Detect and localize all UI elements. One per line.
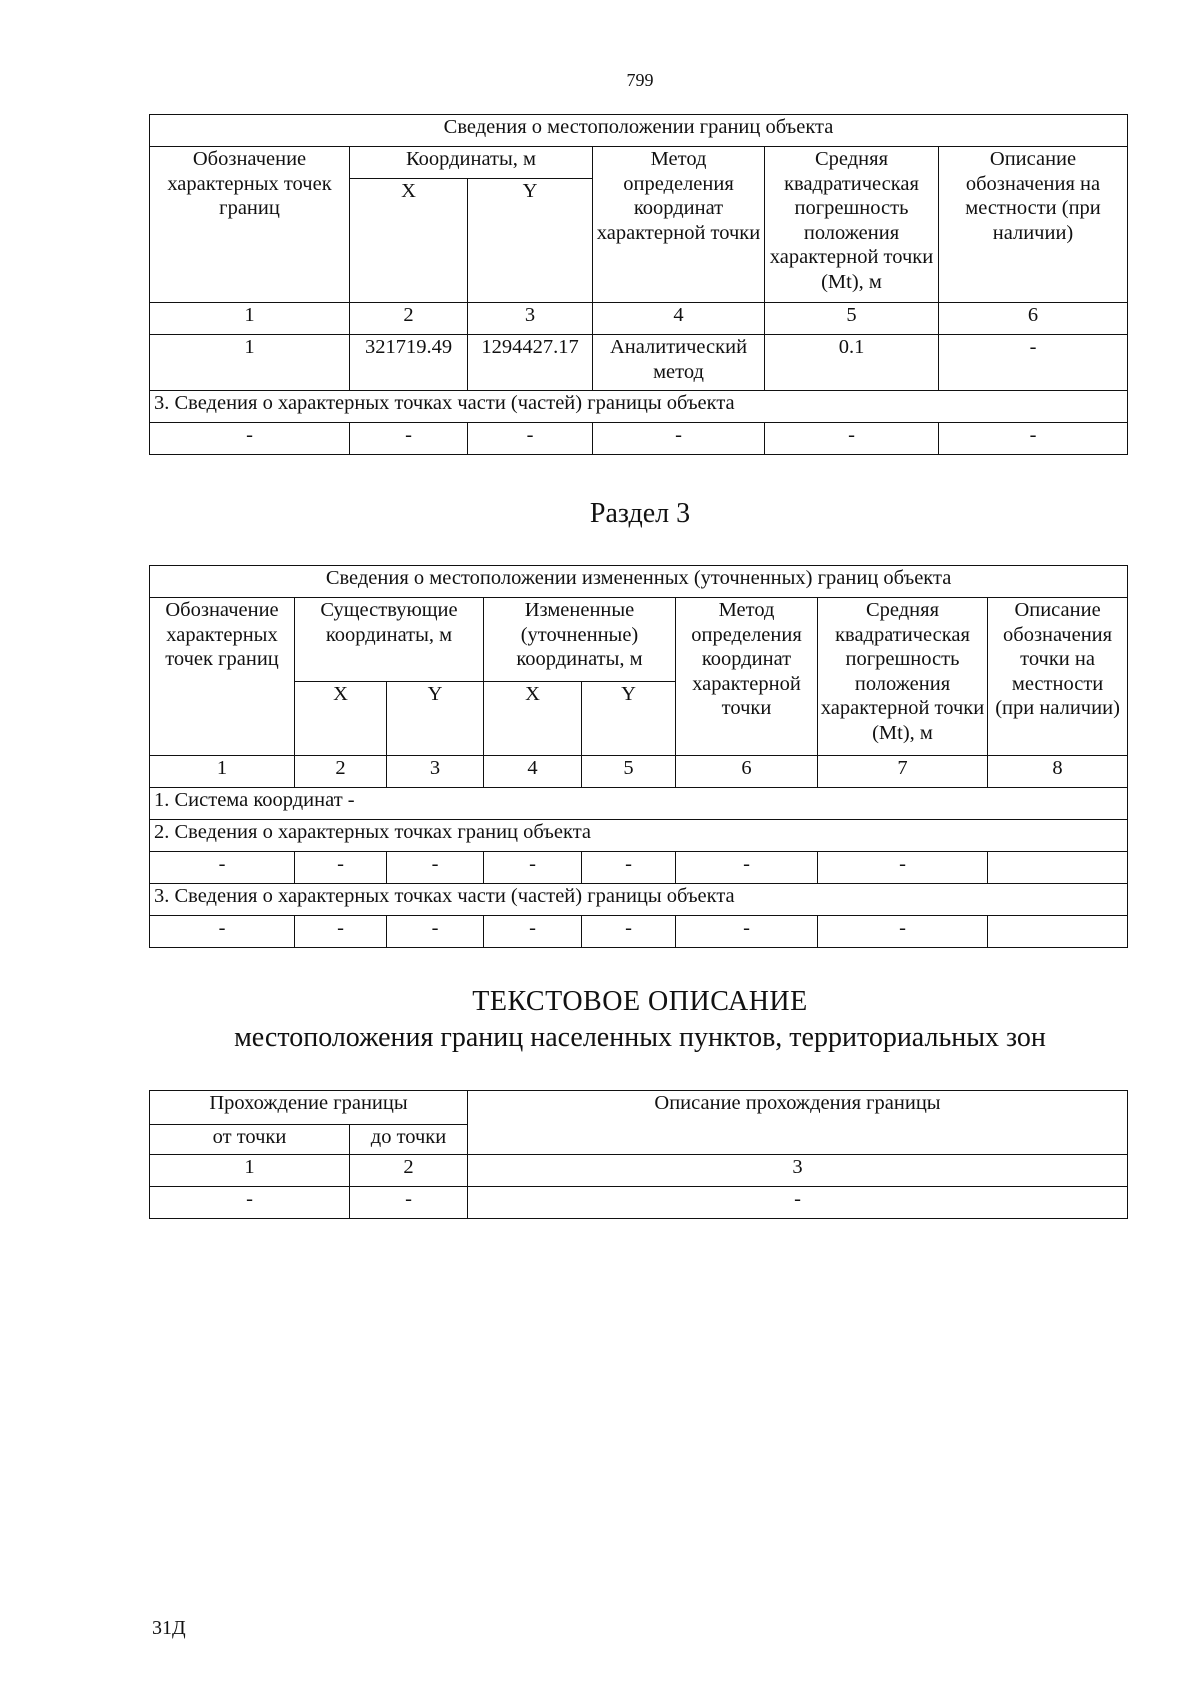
empty-cell: - bbox=[350, 423, 468, 455]
empty-cell: - bbox=[468, 1187, 1128, 1219]
empty-cell: - bbox=[939, 423, 1128, 455]
empty-cell: - bbox=[582, 852, 676, 884]
empty-cell: - bbox=[676, 916, 818, 948]
header-existing-coordinates: Существующие координаты, м bbox=[295, 598, 484, 682]
empty-cell: - bbox=[150, 916, 295, 948]
header-x: X bbox=[295, 682, 387, 756]
table-row bbox=[150, 1187, 1128, 1219]
header-x: X bbox=[350, 179, 468, 303]
column-number: 3 bbox=[468, 1155, 1128, 1187]
column-number: 1 bbox=[150, 1155, 350, 1187]
empty-cell: - bbox=[818, 916, 988, 948]
column-number: 2 bbox=[350, 303, 468, 335]
empty-cell: - bbox=[818, 852, 988, 884]
boundary-passage-table bbox=[149, 1090, 1128, 1219]
empty-cell: - bbox=[593, 423, 765, 455]
column-number: 6 bbox=[939, 303, 1128, 335]
column-number: 7 bbox=[818, 756, 988, 788]
header-error: Средняя квадратическая погрешность положения характерной точки (Mt), м bbox=[818, 598, 988, 756]
empty-cell bbox=[988, 916, 1128, 948]
empty-cell: - bbox=[468, 423, 593, 455]
empty-cell: - bbox=[387, 916, 484, 948]
table-row bbox=[150, 852, 1128, 884]
section-2-label: 2. Сведения о характерных точках границ объекта bbox=[150, 820, 1128, 852]
header-y: Y bbox=[468, 179, 593, 303]
table-caption: Сведения о местоположении измененных (уточненных) границ объекта bbox=[150, 566, 1128, 598]
changed-boundary-table bbox=[149, 565, 1128, 948]
section-title: Раздел 3 bbox=[589, 498, 691, 529]
table-row bbox=[150, 916, 1128, 948]
table-row bbox=[150, 423, 1128, 455]
empty-cell: - bbox=[350, 1187, 468, 1219]
cell-description: - bbox=[939, 335, 1128, 391]
empty-cell: - bbox=[484, 916, 582, 948]
text-description-subtitle: местоположения границ населенных пунктов, территориальных зон bbox=[234, 1022, 1046, 1053]
header-coordinates: Координаты, м bbox=[350, 147, 593, 179]
header-changed-coordinates: Измененные (уточненные) координаты, м bbox=[484, 598, 676, 682]
empty-cell: - bbox=[676, 852, 818, 884]
column-number: 6 bbox=[676, 756, 818, 788]
column-number: 5 bbox=[765, 303, 939, 335]
header-point: Обозначение характерных точек границ bbox=[150, 598, 295, 756]
empty-cell: - bbox=[484, 852, 582, 884]
column-number-row bbox=[150, 756, 1128, 788]
header-x: X bbox=[484, 682, 582, 756]
empty-cell: - bbox=[387, 852, 484, 884]
table-caption: Сведения о местоположении границ объекта bbox=[150, 115, 1128, 147]
column-number: 2 bbox=[350, 1155, 468, 1187]
cell-error: 0.1 bbox=[765, 335, 939, 391]
header-y: Y bbox=[582, 682, 676, 756]
cell-y: 1294427.17 bbox=[468, 335, 593, 391]
header-y: Y bbox=[387, 682, 484, 756]
section-3-label: 3. Сведения о характерных точках части (частей) границы объекта bbox=[150, 391, 1128, 423]
empty-cell: - bbox=[295, 916, 387, 948]
header-point: Обозначение характерных точек границ bbox=[150, 147, 350, 303]
table-row bbox=[150, 335, 1128, 391]
cell-x: 321719.49 bbox=[350, 335, 468, 391]
column-number: 4 bbox=[484, 756, 582, 788]
boundary-location-table bbox=[149, 114, 1128, 455]
section-1-label: 1. Система координат - bbox=[150, 788, 1128, 820]
cell-point: 1 bbox=[150, 335, 350, 391]
empty-cell bbox=[988, 852, 1128, 884]
header-to-point: до точки bbox=[350, 1125, 468, 1155]
empty-cell: - bbox=[150, 852, 295, 884]
column-number: 3 bbox=[387, 756, 484, 788]
header-description: Описание обозначения точки на местности (при наличии) bbox=[988, 598, 1128, 756]
document-code: 31Д bbox=[152, 1617, 186, 1639]
header-method: Метод определения координат характерной точки bbox=[676, 598, 818, 756]
page-number: 799 bbox=[626, 70, 654, 90]
column-number-row bbox=[150, 1155, 1128, 1187]
column-number: 3 bbox=[468, 303, 593, 335]
column-number: 8 bbox=[988, 756, 1128, 788]
empty-cell: - bbox=[582, 916, 676, 948]
empty-cell: - bbox=[765, 423, 939, 455]
column-number-row bbox=[150, 303, 1128, 335]
cell-method: Аналитический метод bbox=[593, 335, 765, 391]
header-passage-description: Описание прохождения границы bbox=[468, 1091, 1128, 1155]
header-method: Метод определения координат характерной точки bbox=[593, 147, 765, 303]
text-description-title: ТЕКСТОВОЕ ОПИСАНИЕ bbox=[472, 986, 808, 1017]
column-number: 1 bbox=[150, 303, 350, 335]
header-passage: Прохождение границы bbox=[150, 1091, 468, 1125]
header-description: Описание обозначения на местности (при наличии) bbox=[939, 147, 1128, 303]
column-number: 4 bbox=[593, 303, 765, 335]
header-error: Средняя квадратическая погрешность положения характерной точки (Mt), м bbox=[765, 147, 939, 303]
column-number: 2 bbox=[295, 756, 387, 788]
header-from-point: от точки bbox=[150, 1125, 350, 1155]
column-number: 1 bbox=[150, 756, 295, 788]
section-3-label: 3. Сведения о характерных точках части (частей) границы объекта bbox=[150, 884, 1128, 916]
empty-cell: - bbox=[150, 1187, 350, 1219]
empty-cell: - bbox=[150, 423, 350, 455]
column-number: 5 bbox=[582, 756, 676, 788]
empty-cell: - bbox=[295, 852, 387, 884]
